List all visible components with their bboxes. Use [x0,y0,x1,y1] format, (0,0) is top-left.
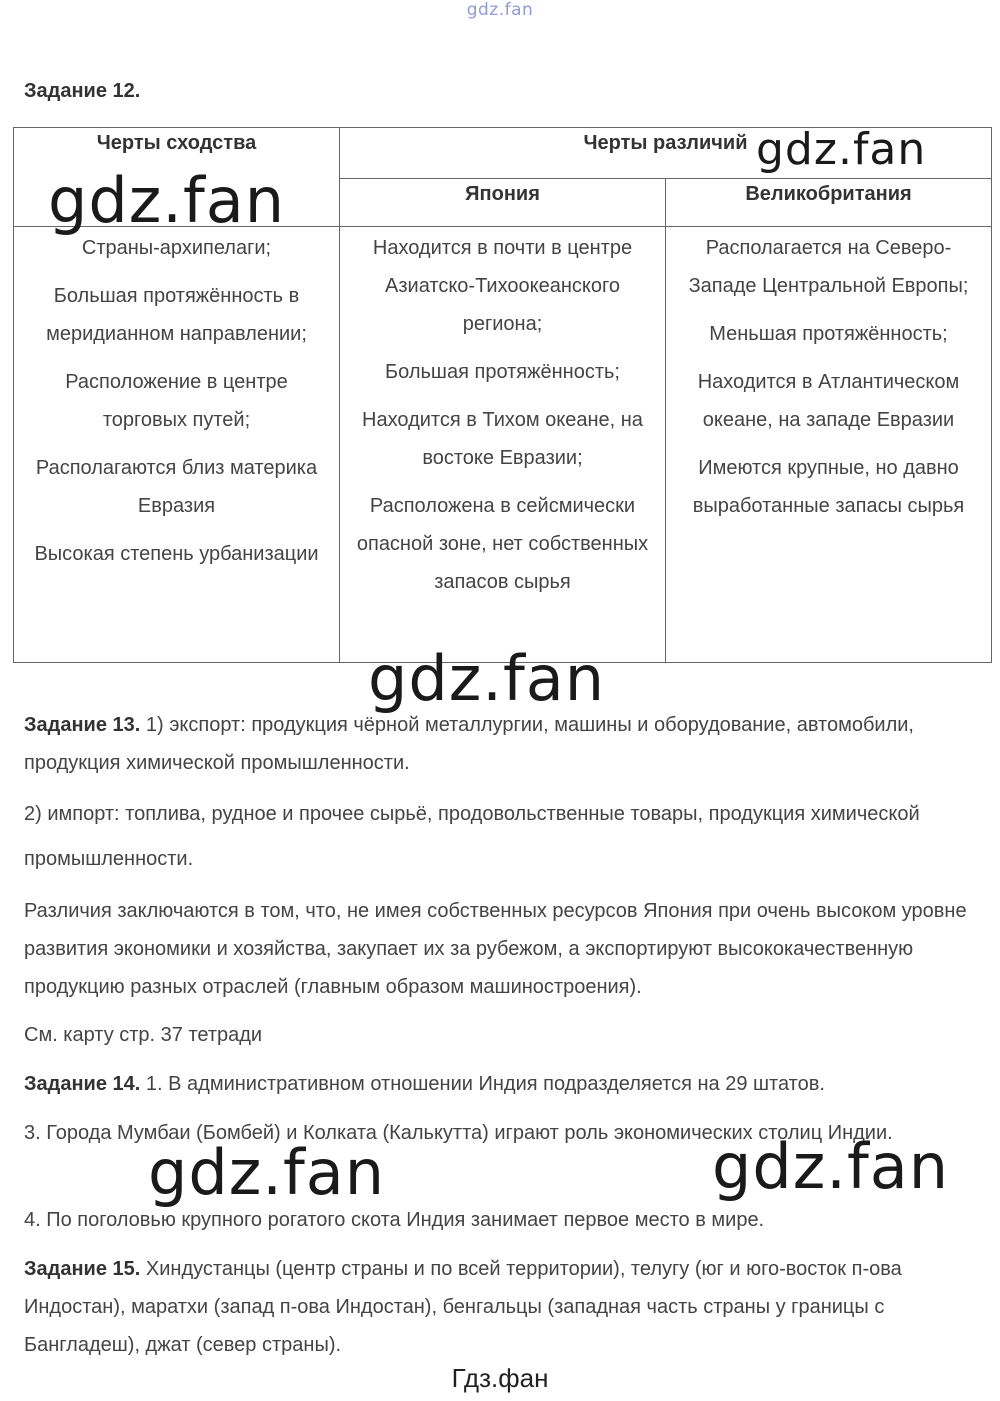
header-similarities: Черты сходства [14,128,340,227]
task-13-differences: Различия заключаются в том, что, не имея собственных ресурсов Япония при очень высоком уровне развития экономики и хозяйства, закупает их за рубежом, а экспортируют высококачественную продукцию разных отраслей (главным образом машиностроения). [24,900,967,998]
watermark: gdz.fan [756,124,927,175]
watermark: gdz.fan [48,164,286,237]
similarities-cell [14,227,340,663]
uk-item: Находится в Атлантическом океане, на западе Евразии [697,371,960,431]
task-15-text: Хиндустанцы (центр страны и по всей территории), телугу (юг и юго-восток п-ова Индостан), маратхи (запад п-ова Индостан), бенгальцы (западная часть страны у границы с Бангладеш), джат (север страны). [24,1258,902,1356]
uk-cell [666,227,992,663]
japan-cell [340,227,666,663]
task-14-item-1: 1. В административном отношении Индия подразделяется на 29 штатов. [145,1073,825,1095]
uk-item: Располагается на Северо-Западе Центральной Европы; [688,237,969,297]
top-watermark: gdz.fan [466,0,534,20]
similarity-item: Большая протяжённость в меридианном направлении; [46,285,307,345]
similarity-item: Высокая степень урбанизации [34,543,319,565]
uk-item: Меньшая протяжённость; [709,323,948,345]
similarity-item: Располагаются близ материка Евразия [35,457,318,517]
task-12-title: Задание 12. [24,80,141,102]
watermark: gdz.fan [148,1136,386,1209]
task-13-title: Задание 13. [24,714,141,736]
task-14-item-4: 4. По поголовью крупного рогатого скота Индия занимает первое место в мире. [24,1209,765,1231]
watermark: gdz.fan [712,1130,950,1203]
task-13-paragraph-1 [24,706,974,782]
task-13-export: 1) экспорт: продукция чёрной металлургии, машины и оборудование, автомобили, продукция химической промышленности. [24,714,914,774]
footer-site-name: Гдз.фан [451,1363,549,1393]
header-uk: Великобритания [666,179,992,227]
uk-item: Имеются крупные, но давно выработанные запасы сырья [692,457,965,517]
task-14-paragraph-1 [24,1065,974,1103]
japan-item: Находится в Тихом океане, на востоке Евразии; [362,409,643,469]
japan-item: Большая протяжённость; [385,361,620,383]
task-13-map-note: См. карту стр. 37 тетради [24,1024,263,1046]
japan-item: Находится в почти в центре Азиатско-Тихоокеанского региона; [372,237,633,335]
task-14-item-3: 3. Города Мумбаи (Бомбей) и Колката (Калькутта) играют роль экономических столиц Индии. [24,1122,893,1144]
header-japan: Япония [340,179,666,227]
task-15-title: Задание 15. [24,1258,141,1280]
japan-item: Расположена в сейсмически опасной зоне, нет собственных запасов сырья [356,495,649,593]
task-15-paragraph [24,1250,974,1364]
task-13-import: 2) импорт: топлива, рудное и прочее сырьё, продовольственные товары, продукция химической промышленности. [24,803,920,870]
header-differences: Черты различий [340,128,992,179]
similarity-item: Расположение в центре торговых путей; [65,371,288,431]
task-14-title: Задание 14. [24,1073,141,1095]
watermark: gdz.fan [368,642,606,715]
similarity-item: Страны-архипелаги; [81,237,272,259]
